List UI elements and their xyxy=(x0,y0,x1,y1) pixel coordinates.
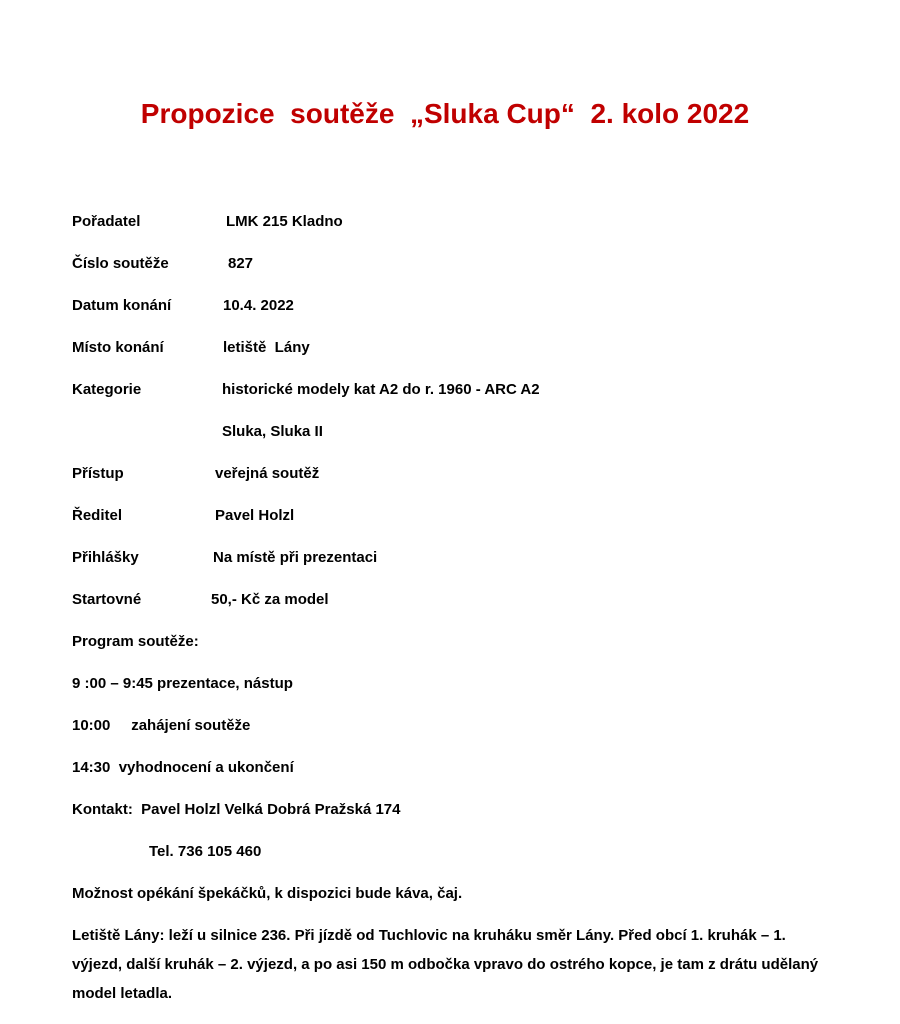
field-label-pristup: Přístup xyxy=(72,465,124,482)
field-label-prihlasky: Přihlášky xyxy=(72,549,139,566)
field-value-kategorie-2: Sluka, Sluka II xyxy=(222,423,323,440)
field-value-startovne: 50,- Kč za model xyxy=(211,591,329,608)
field-label-datum-konani: Datum konání xyxy=(72,297,172,314)
program-item: 10:00 zahájení soutěže xyxy=(72,717,251,734)
field-value-misto-konani: letiště Lány xyxy=(223,339,310,356)
field-value-reditel: Pavel Holzl xyxy=(215,507,295,524)
field-label-reditel: Ředitel xyxy=(72,507,123,524)
note-text: Možnost opékání špekáčků, k dispozici bude káva, čaj. xyxy=(72,885,463,902)
contact-line: Kontakt: Pavel Holzl Velká Dobrá Pražská 174 xyxy=(72,801,401,818)
program-item: 14:30 vyhodnocení a ukončení xyxy=(72,759,294,776)
field-label-cislo-souteze: Číslo soutěže xyxy=(72,255,169,272)
field-value-prihlasky: Na místě při prezentaci xyxy=(213,549,378,566)
field-label-startovne: Startovné xyxy=(72,591,142,608)
contact-phone: Tel. 736 105 460 xyxy=(149,843,262,860)
field-value-cislo-souteze: 827 xyxy=(228,255,254,272)
field-value-pristup: veřejná soutěž xyxy=(215,465,320,482)
page-title: Propozice soutěže „Sluka Cup“ 2. kolo 2022 xyxy=(140,98,750,129)
field-label-kategorie: Kategorie xyxy=(72,381,142,398)
field-value-kategorie: historické modely kat A2 do r. 1960 - ARC A2 xyxy=(222,381,540,398)
program-item: 9 :00 – 9:45 prezentace, nástup xyxy=(72,675,293,692)
directions-text: Letiště Lány: leží u silnice 236. Při jízdě od Tuchlovic na kruháku směr Lány. Před obcí 1. kruhák – 1. výjezd, další kruhák – 2. výjezd, a po asi 150 m odbočka vpravo do ostrého kopce, je tam z drátu udělaný model letadla. xyxy=(72,927,819,1002)
program-heading: Program soutěže: xyxy=(72,633,199,650)
field-value-datum-konani: 10.4. 2022 xyxy=(223,297,294,314)
field-label-poradatel: Pořadatel xyxy=(72,213,141,230)
field-value-poradatel: LMK 215 Kladno xyxy=(226,213,343,230)
field-label-misto-konani: Místo konání xyxy=(72,339,164,356)
